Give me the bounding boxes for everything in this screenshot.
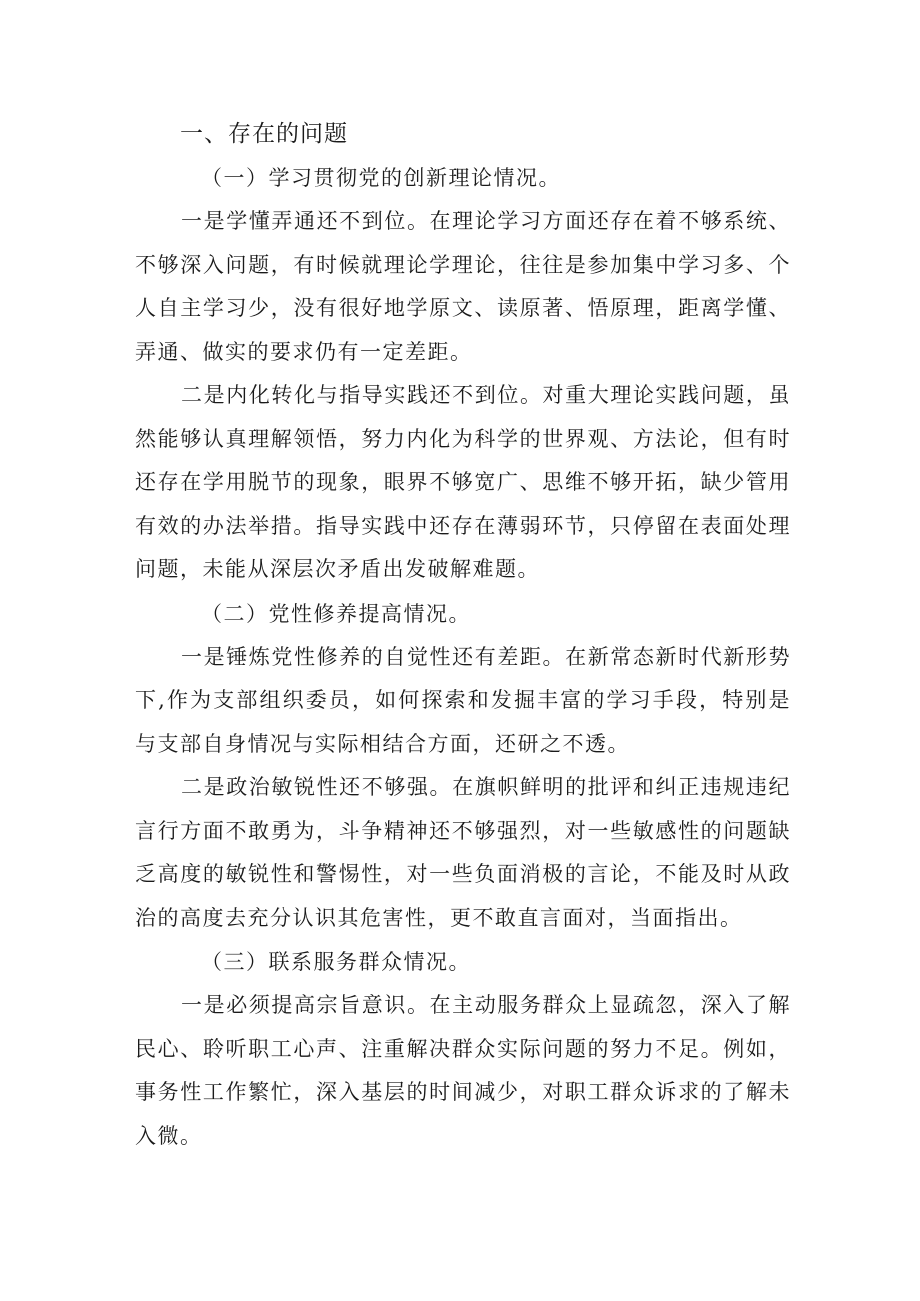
paragraph-1-2: 二是内化转化与指导实践还不到位。对重大理论实践问题，虽然能够认真理解领悟，努力内化为科学的世界观、方法论，但有时还存在学用脱节的现象，眼界不够宽广、思维不够开拓，缺少管用有效的办法举措。指导实践中还存在薄弱环节，只停留在表面处理问题，未能从深层次矛盾出发破解难题。 <box>135 383 791 581</box>
section-heading-2: （二）党性修养提高情况。 <box>201 601 471 626</box>
section-heading-1: （一）学习贯彻党的创新理论情况。 <box>201 166 561 190</box>
section-heading-3: （三）联系服务群众情况。 <box>201 950 471 974</box>
paragraph-3-1: 一是必须提高宗旨意识。在主动服务群众上显疏忽，深入了解民心、聆听职工心声、注重解决群众实际问题的努力不足。例如，事务性工作繁忙，深入基层的时间减少，对职工群众诉求的了解未入微。 <box>135 993 791 1148</box>
paragraph-2-2: 二是政治敏锐性还不够强。在旗帜鲜明的批评和纠正违规违纪言行方面不敢勇为，斗争精神还不够强烈，对一些敏感性的问题缺乏高度的敏锐性和警惕性，对一些负面消极的言论，不能及时从政治的高度去充分认识其危害性，更不敢直言面对，当面指出。 <box>135 775 791 930</box>
page-title: 一、存在的问题 <box>180 121 348 147</box>
paragraph-1-1: 一是学懂弄通还不到位。在理论学习方面还存在着不够系统、不够深入问题，有时候就理论学理论，往往是参加集中学习多、个人自主学习少，没有很好地学原文、读原著、悟原理，距离学懂、弄通、做实的要求仍有一定差距。 <box>135 209 791 364</box>
paragraph-2-1: 一是锤炼党性修养的自觉性还有差距。在新常态新时代新形势下,作为支部组织委员，如何探索和发掘丰富的学习手段，特别是与支部自身情况与实际相结合方面，还研之不透。 <box>135 644 791 756</box>
document-page <box>135 112 791 1158</box>
